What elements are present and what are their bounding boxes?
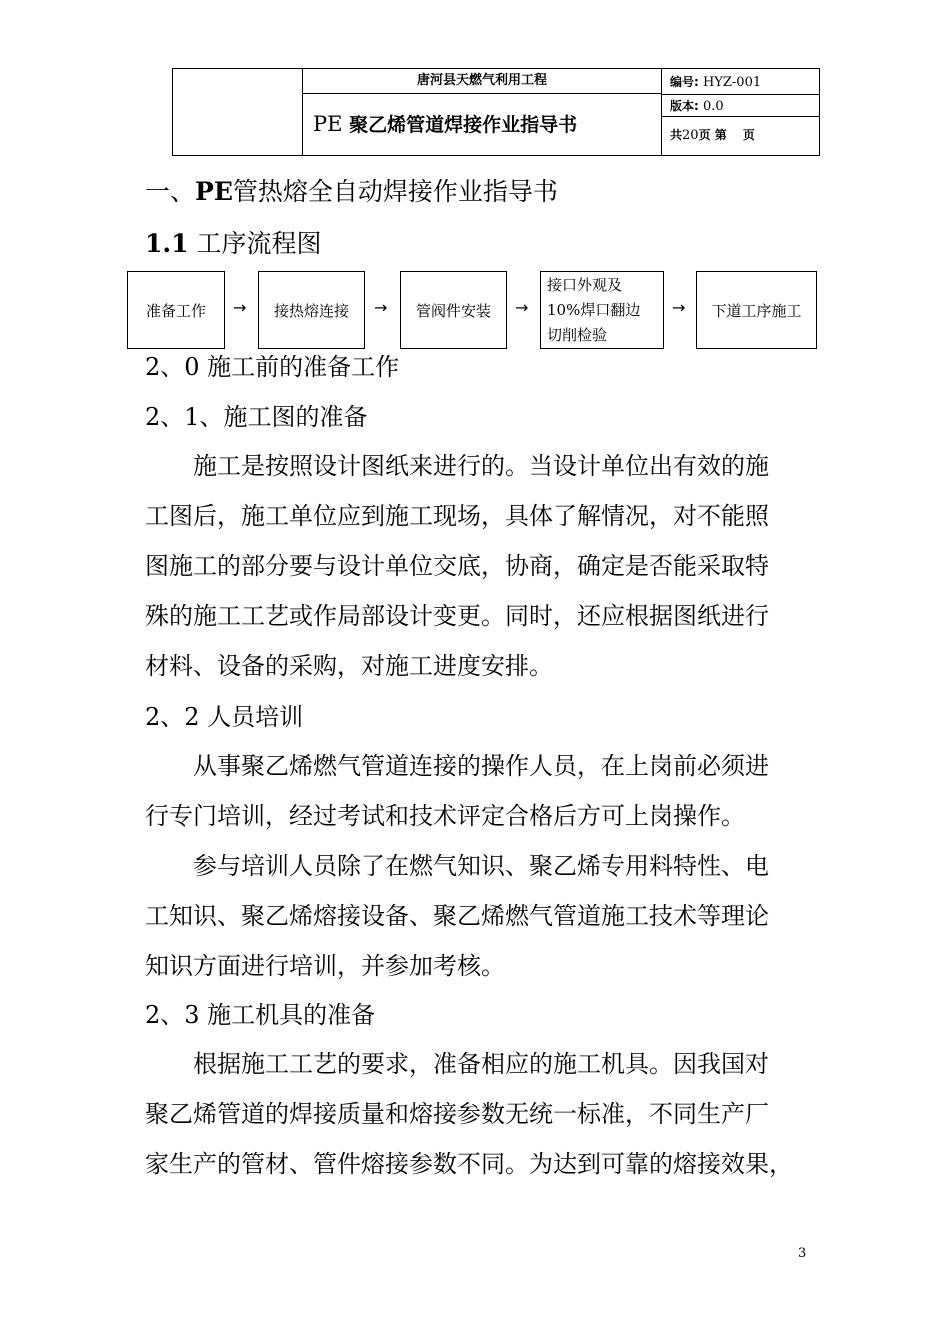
paragraph-line: 从事聚乙烯燃气管道连接的操作人员，在上岗前必须进 <box>193 752 769 780</box>
doc-code-value: HYZ-001 <box>702 75 762 90</box>
section-2-3-heading: 2、3 施工机具的准备 <box>145 1001 376 1029</box>
document-title-text: 聚乙烯管道焊接作业指导书 <box>349 114 578 136</box>
section-2-2-heading: 2、2 人员培训 <box>145 703 304 731</box>
subheading-flowchart <box>145 224 321 264</box>
section-2-1-paragraph <box>145 441 815 691</box>
paragraph-line: 图施工的部分要与设计单位交底，协商，确定是否能采取特 <box>145 552 769 580</box>
flow-arrow-3: → <box>515 298 529 317</box>
paragraph-line: 知识方面进行培训，并参加考核。 <box>145 952 505 980</box>
document-title <box>303 94 661 155</box>
flow-arrow-1: → <box>233 298 247 317</box>
flow-step-1: 准备工作 <box>127 271 225 349</box>
doc-code-label: 编号: <box>670 75 699 89</box>
flow-step-2: 接热熔连接 <box>258 271 365 349</box>
flow-step-4-line: 接口外观及 <box>547 275 623 294</box>
section-2-0-heading: 2、0 施工前的准备工作 <box>145 353 400 381</box>
section-2-2-paragraph-1 <box>145 741 815 841</box>
main-heading-prefix: 一、 <box>145 177 196 206</box>
project-name: 唐河县天燃气利用工程 <box>303 69 661 94</box>
version-label: 版本: <box>670 99 699 113</box>
doc-code-row <box>662 69 820 95</box>
page-number: 3 <box>798 1246 807 1261</box>
pages-total: 20 <box>682 128 699 143</box>
version-row <box>662 95 820 117</box>
flow-step-5: 下道工序施工 <box>696 271 817 349</box>
main-heading-bold: PE <box>195 177 233 206</box>
paragraph-line: 工知识、聚乙烯熔接设备、聚乙烯燃气管道施工技术等理论 <box>145 902 769 930</box>
page-count-row <box>662 117 820 155</box>
section-2-1-heading: 2、1、施工图的准备 <box>145 403 368 431</box>
paragraph-line: 材料、设备的采购，对施工进度安排。 <box>145 652 553 680</box>
paragraph-line: 施工是按照设计图纸来进行的。当设计单位出有效的施 <box>193 452 769 480</box>
flow-step-4-line: 切削检验 <box>547 325 608 344</box>
meta-cell <box>662 69 820 155</box>
paragraph-line: 参与培训人员除了在燃气知识、聚乙烯专用料特性、电 <box>193 852 769 880</box>
paragraph-line: 工图后，施工单位应到施工现场，具体了解情况，对不能照 <box>145 502 769 530</box>
subheading-number: 1.1 <box>145 229 189 258</box>
document-title-prefix: PE <box>313 112 343 136</box>
paragraph-line: 行专门培训，经过考试和技术评定合格后方可上岗操作。 <box>145 802 745 830</box>
paragraph-line: 聚乙烯管道的焊接质量和熔接参数无统一标准，不同生产厂 <box>145 1100 769 1128</box>
pages-prefix: 共 <box>670 128 683 142</box>
title-cell <box>303 69 662 155</box>
pages-suffix: 页 第 页 <box>698 128 755 142</box>
flow-step-4 <box>540 271 664 349</box>
version-value: 0.0 <box>702 99 724 114</box>
flow-arrow-4: → <box>672 298 686 317</box>
section-2-2-paragraph-2 <box>145 841 815 991</box>
main-heading-rest: 管热熔全自动焊接作业指导书 <box>232 177 558 206</box>
paragraph-line: 根据施工工艺的要求，准备相应的施工机具。因我国对 <box>193 1050 769 1078</box>
section-2-3-paragraph <box>145 1039 815 1189</box>
paragraph-line: 殊的施工工艺或作局部设计变更。同时，还应根据图纸进行 <box>145 602 769 630</box>
logo-cell <box>173 69 303 155</box>
main-heading <box>145 172 558 212</box>
document-header-table <box>172 68 820 156</box>
flow-step-4-line: 10%焊口翻边 <box>547 300 641 319</box>
flow-step-3: 管阀件安装 <box>400 271 507 349</box>
flow-arrow-2: → <box>374 298 388 317</box>
paragraph-line: 家生产的管材、管件熔接参数不同。为达到可靠的熔接效果， <box>145 1150 793 1178</box>
subheading-text: 工序流程图 <box>196 229 322 258</box>
